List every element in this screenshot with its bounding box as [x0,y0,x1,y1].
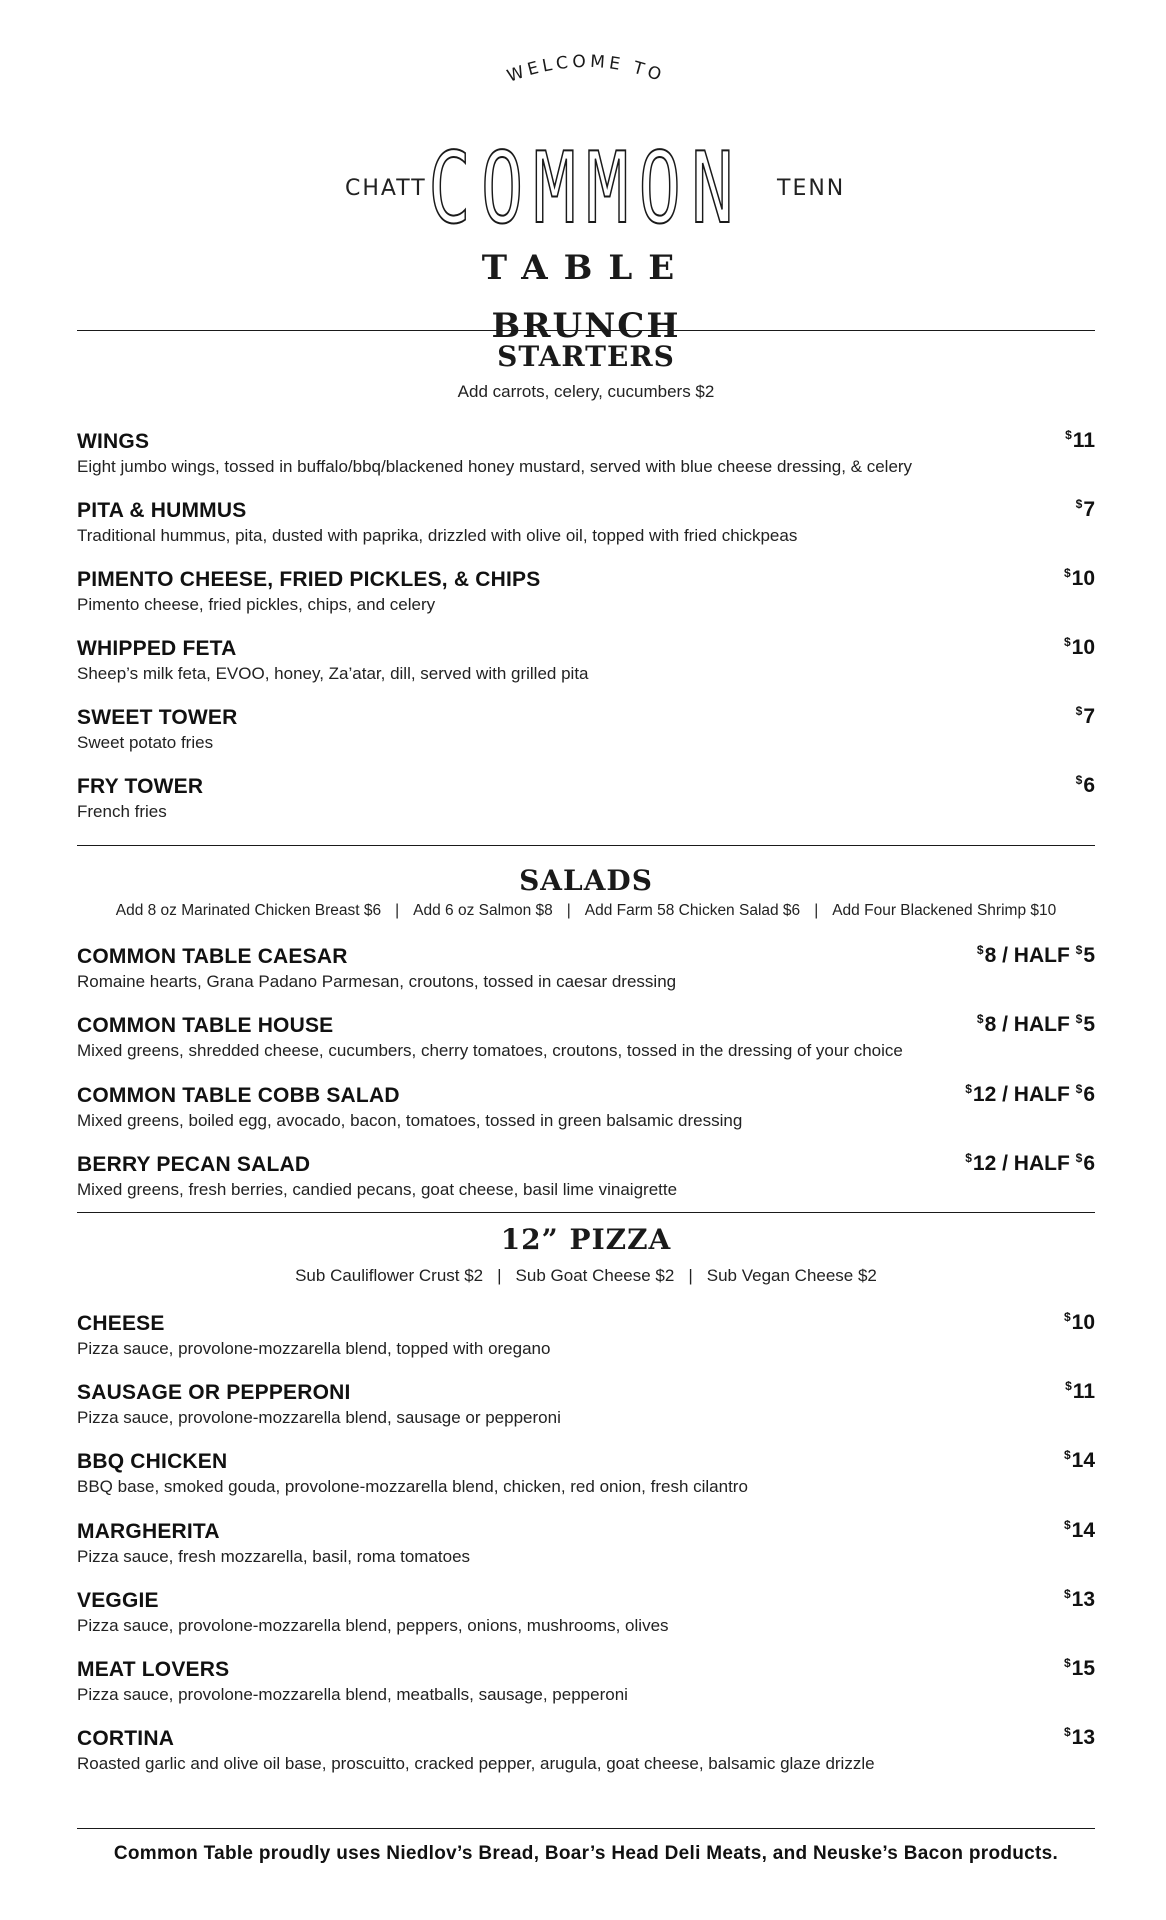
divider [77,330,1095,331]
right-tag: TENN [777,176,846,201]
currency-symbol: $ [1075,773,1083,787]
item-description: French fries [77,802,167,821]
footer-note: Common Table proudly uses Niedlov’s Bread, Boar’s Head Deli Meats, and Neuske’s Bacon products. [113,1843,1059,1864]
menu-item [77,706,1095,762]
price-gap [1070,1013,1076,1036]
price-value: 10 [1071,1311,1095,1334]
item-price [977,943,1095,968]
brand-main: COMMON [428,132,744,246]
price-slash: / [996,1082,1014,1106]
menu-name: BRUNCH [491,306,681,346]
item-description: Traditional hummus, pita, dusted with paprika, drizzled with olive oil, topped with fried chickpeas [77,526,798,545]
currency-symbol: $ [1063,566,1071,580]
separator: | [497,1266,502,1285]
half-price-value: 5 [1083,944,1095,967]
item-price [1064,1448,1095,1473]
separator: | [688,1266,693,1285]
item-name: COMMON TABLE COBB SALAD [77,1083,400,1107]
price-value: 7 [1083,498,1095,521]
item-price [1065,428,1095,453]
item-name: MEAT LOVERS [77,1658,230,1681]
item-name: MARGHERITA [77,1519,220,1543]
menu-item [77,1586,1095,1645]
half-price-value: 6 [1083,1082,1095,1106]
half-price-value: 5 [1083,1013,1095,1037]
currency-symbol: $ [1063,635,1071,649]
item-price [1064,566,1095,591]
starters-title: STARTERS [497,340,675,373]
price-slash: / [996,1013,1014,1037]
item-description: Pizza sauce, provolone-mozzarella blend, meatballs, sausage, pepperoni [77,1685,628,1704]
price-value: 13 [1071,1587,1095,1611]
price-value: 14 [1071,1518,1095,1542]
item-name: WINGS [77,430,150,453]
item-description: Pimento cheese, fried pickles, chips, and celery [77,595,436,614]
salad-addon: Add Farm 58 Chicken Salad $6 [584,902,801,919]
currency-symbol: $ [1063,1725,1071,1740]
item-name: SWEET TOWER [77,706,238,729]
menu-item [77,1150,1095,1209]
half-label: HALF [1013,1151,1070,1175]
menu-item [77,1658,1095,1714]
currency-symbol: $ [1063,1656,1071,1670]
item-description: Pizza sauce, provolone-mozzarella blend, sausage or pepperoni [77,1408,561,1428]
currency-symbol: $ [1075,704,1083,718]
item-price [1064,1587,1095,1612]
item-name: SAUSAGE OR PEPPERONI [77,1381,351,1405]
currency-symbol: $ [1063,1310,1071,1324]
price-value: 12 [972,1082,997,1106]
item-price [977,1012,1095,1037]
item-name: CORTINA [77,1727,175,1751]
item-description: Pizza sauce, fresh mozzarella, basil, roma tomatoes [77,1546,471,1566]
half-label: HALF [1013,1082,1070,1106]
menu-item [77,1727,1095,1783]
price-gap [1070,1083,1076,1106]
currency-symbol: $ [1065,428,1072,442]
pizza-sub: Sub Vegan Cheese $2 [706,1266,877,1285]
salad-addon: Add 8 oz Marinated Chicken Breast $6 [115,902,382,919]
svg-text:WELCOME TO [505,52,668,87]
price-value: 12 [972,1151,997,1175]
item-name: FRY TOWER [77,775,204,798]
price-value: 11 [1072,1380,1095,1404]
half-price-value: 6 [1083,1151,1095,1175]
price-slash: / [996,1151,1014,1175]
menu-page [77,0,1095,1920]
salad-addon: Add 6 oz Salmon $8 [413,902,553,919]
currency-symbol: $ [1075,1081,1083,1096]
price-value: 7 [1083,705,1095,728]
menu-item [77,430,1095,486]
pizza-sub: Sub Cauliflower Crust $2 [295,1266,484,1285]
price-gap [1070,1152,1076,1175]
item-description: Mixed greens, fresh berries, candied pecans, goat cheese, basil lime vinaigrette [77,1179,678,1199]
price-value: 13 [1071,1726,1095,1750]
price-value: 15 [1071,1657,1095,1680]
price-value: 11 [1072,429,1095,452]
left-tag: CHATT [345,176,427,201]
price-value: 8 [984,1013,997,1037]
item-name: COMMON TABLE CAESAR [77,945,348,968]
half-label: HALF [1013,1013,1070,1037]
menu-item [77,775,1095,831]
menu-item [77,637,1095,693]
currency-symbol: $ [976,943,984,957]
item-name: WHIPPED FETA [77,637,237,660]
currency-symbol: $ [1063,1586,1071,1601]
brand-sub: TABLE [481,248,691,288]
item-name: BBQ CHICKEN [77,1450,228,1474]
menu-item [77,499,1095,555]
half-label: HALF [1013,944,1070,967]
price-value: 6 [1083,774,1095,797]
divider [77,845,1095,846]
menu-item [77,945,1095,1001]
pizza-sub: Sub Goat Cheese $2 [515,1266,675,1285]
item-description: Sheep’s milk feta, EVOO, honey, Za’atar, dill, served with grilled pita [77,664,589,683]
currency-symbol: $ [1065,1379,1072,1394]
menu-item [77,1081,1095,1140]
item-price [1064,635,1095,660]
currency-symbol: $ [1075,943,1083,957]
item-name: CHEESE [77,1312,165,1335]
pizza-title: 12” PIZZA [500,1223,672,1256]
menu-item [77,1014,1095,1070]
pizza-subs [77,1266,1095,1286]
price-gap [1070,944,1076,967]
item-price [1076,704,1095,729]
item-price [1064,1725,1095,1750]
item-name: VEGGIE [77,1588,159,1612]
separator: | [814,902,819,919]
salad-addon: Add Four Blackened Shrimp $10 [832,902,1057,919]
item-description: Sweet potato fries [77,733,214,752]
price-value: 8 [984,944,997,967]
menu-item [77,1381,1095,1437]
separator: | [566,902,571,919]
starters-note: Add carrots, celery, cucumbers $2 [457,382,715,401]
item-description: Mixed greens, shredded cheese, cucumbers, cherry tomatoes, croutons, tossed in the dressing of your choice [77,1041,903,1061]
item-price [1064,1518,1095,1543]
item-description: Pizza sauce, provolone-mozzarella blend, topped with oregano [77,1339,551,1358]
currency-symbol: $ [1063,1517,1071,1532]
currency-symbol: $ [965,1150,972,1165]
item-price [1076,773,1095,798]
price-value: 10 [1071,567,1095,590]
price-value: 14 [1071,1449,1095,1473]
item-price [1064,1310,1095,1335]
menu-item [77,568,1095,624]
menu-item [77,1517,1095,1576]
item-name: PITA & HUMMUS [77,499,247,522]
item-price [1076,497,1095,522]
divider [77,1828,1095,1829]
currency-symbol: $ [1075,1012,1083,1027]
menu-item [77,1450,1095,1506]
currency-symbol: $ [976,1012,984,1027]
price-value: 10 [1071,636,1095,659]
menu-item [77,1312,1095,1368]
logo [77,48,1095,346]
currency-symbol: $ [1075,497,1083,511]
item-price [965,1082,1095,1107]
currency-symbol: $ [1063,1448,1071,1463]
item-description: Eight jumbo wings, tossed in buffalo/bbq/blackened honey mustard, served with blue cheese dressing, & celery [77,457,913,476]
currency-symbol: $ [1075,1150,1083,1165]
salads-title: SALADS [519,864,653,897]
item-name: COMMON TABLE HOUSE [77,1014,334,1038]
item-description: Romaine hearts, Grana Padano Parmesan, croutons, tossed in caesar dressing [77,972,677,991]
salads-addons [77,902,1095,920]
item-description: Pizza sauce, provolone-mozzarella blend, peppers, onions, mushrooms, olives [77,1615,669,1635]
item-price [965,1151,1095,1176]
item-description: Roasted garlic and olive oil base, proscuitto, cracked pepper, arugula, goat cheese, balsamic glaze drizzle [77,1754,875,1774]
item-description: BBQ base, smoked gouda, provolone-mozzarella blend, chicken, red onion, fresh cilantro [77,1477,748,1497]
separator: | [395,902,400,919]
welcome-text: WELCOME TO [504,51,668,87]
item-description: Mixed greens, boiled egg, avocado, bacon, tomatoes, tossed in green balsamic dressing [77,1110,743,1130]
currency-symbol: $ [965,1081,972,1096]
item-price [1064,1656,1095,1681]
item-price [1065,1379,1095,1404]
divider [77,1212,1095,1213]
item-name: BERRY PECAN SALAD [77,1152,311,1176]
price-slash: / [996,944,1014,967]
item-name: PIMENTO CHEESE, FRIED PICKLES, & CHIPS [77,568,541,591]
